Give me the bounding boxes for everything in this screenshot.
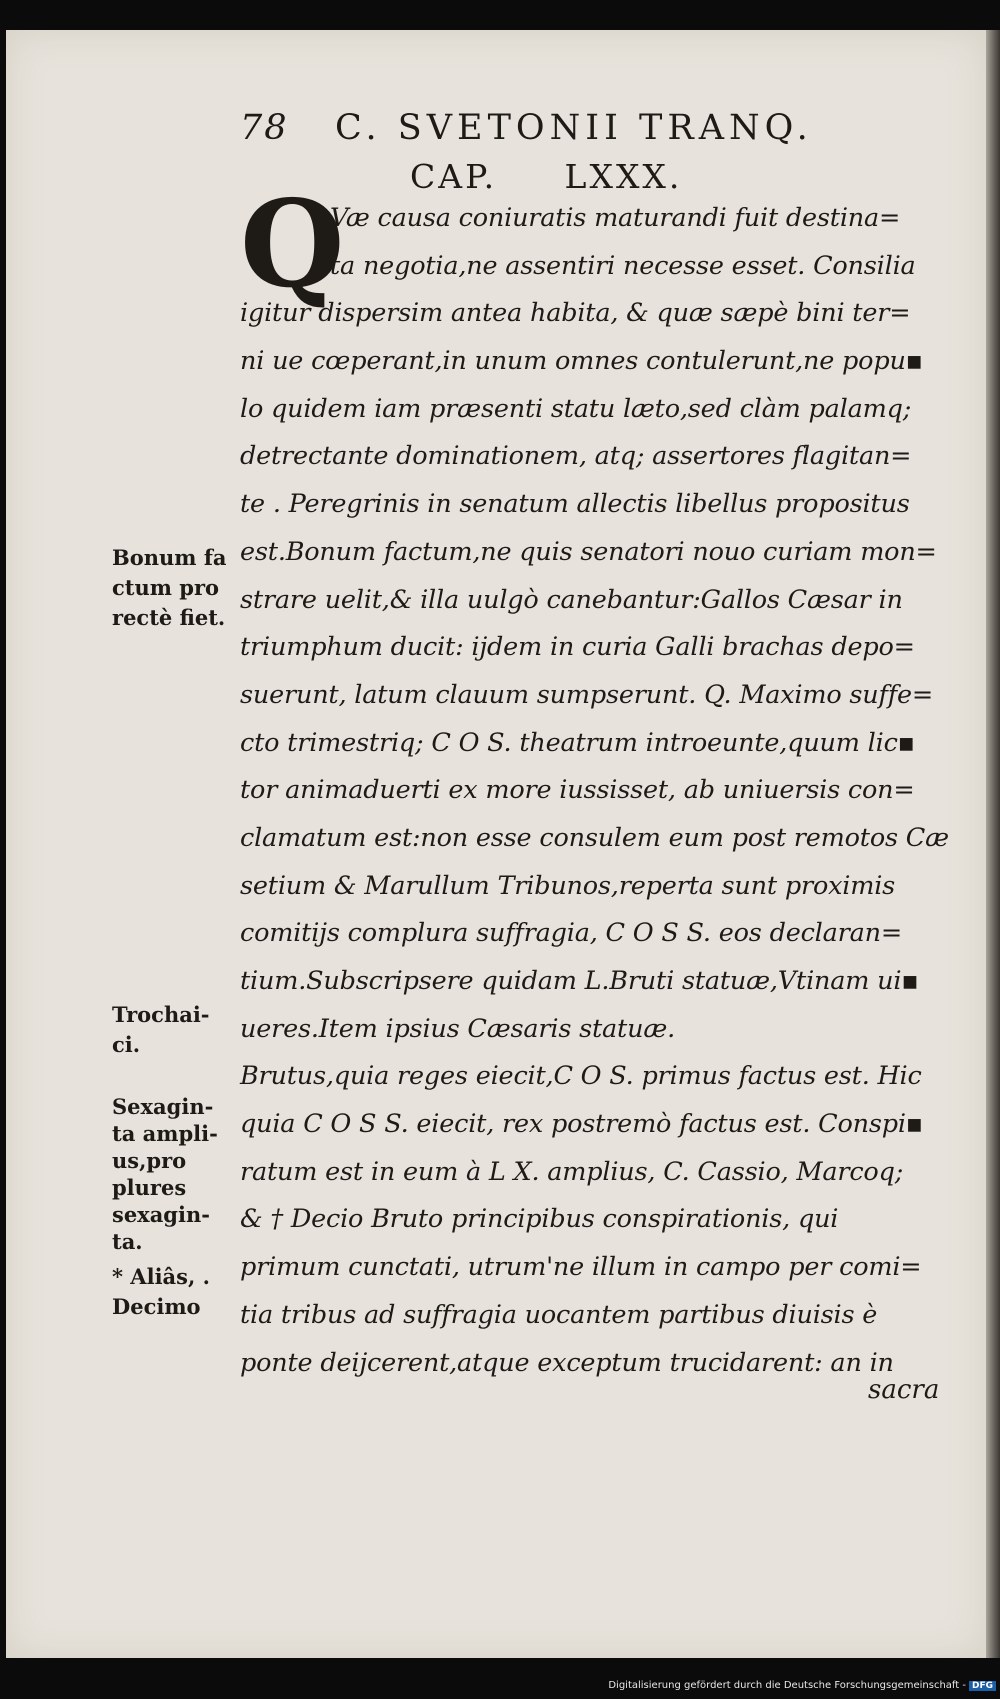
text-line: quia C O S S. eiecit, rex postremò factus est. Conspi▪ (240, 1109, 923, 1140)
marginal-line: * Aliâs, . (112, 1264, 210, 1289)
marginal-note-sexaginta (112, 1093, 232, 1255)
page-number: 78 (240, 108, 289, 148)
chapter-heading: CAP. LXXX. (410, 157, 683, 196)
marginal-line: ta ampli- (112, 1121, 218, 1146)
footer-credit-text: Digitalisierung gefördert durch die Deutsche Forschungsgemeinschaft - (608, 1680, 966, 1691)
text-line: tium.Subscripsere quidam L.Bruti statuæ,Vtinam ui▪ (240, 966, 919, 996)
text-line: primum cunctati, utrum'ne illum in campo per comi= (240, 1252, 922, 1283)
marginal-line: ctum pro (112, 575, 220, 600)
marginal-line: sexagin- (112, 1202, 210, 1227)
text-line: strare uelit,& illa uulgò canebantur:Gallos Cæsar in (240, 584, 903, 615)
footer-credit (0, 1680, 996, 1691)
marginal-line: Trochai- (112, 1002, 210, 1027)
text-line: Væ causa coniuratis maturandi fuit destina= (330, 203, 901, 233)
marginal-line: us,pro (112, 1148, 187, 1173)
text-line: detrectante dominationem, atq; assertores flagitan= (240, 441, 912, 472)
marginal-line: Bonum fa (112, 545, 227, 570)
text-line: setium & Marullum Tribunos,reperta sunt proximis (240, 870, 896, 901)
dfg-logo-icon: DFG (969, 1681, 996, 1691)
catchword: sacra (868, 1375, 940, 1405)
text-line: lo quidem iam præsenti statu læto,sed clàm palamq; (240, 393, 912, 424)
marginal-line: ta. (112, 1229, 143, 1254)
text-line: igitur dispersim antea habita, & quæ sæpè bini ter= (240, 298, 911, 329)
marginal-line: Decimo (112, 1294, 201, 1319)
book-edge (986, 30, 1000, 1658)
text-line: ueres.Item ipsius Cæsaris statuæ. (240, 1013, 676, 1044)
marginal-line: plures (112, 1175, 187, 1200)
marginal-note-trochaici (112, 1000, 232, 1060)
text-line: & † Decio Bruto principibus conspirationis, qui (240, 1204, 839, 1235)
marginal-line: Sexagin- (112, 1094, 214, 1119)
text-line: ponte deijcerent,atque exceptum trucidarent: an in (240, 1347, 894, 1378)
text-line: Brutus,quia reges eiecit,C O S. primus factus est. Hic (240, 1061, 922, 1092)
text-line: te . Peregrinis in senatum allectis libellus propositus (240, 489, 910, 520)
text-line: comitijs complura suffragia, C O S S. eos declaran= (240, 918, 903, 949)
running-head: C. SVETONII TRANQ. (335, 108, 813, 148)
text-line: clamatum est:non esse consulem eum post remotos Cæ (240, 822, 949, 853)
marginal-line: ci. (112, 1032, 141, 1057)
marginal-note-bonum-factum (112, 543, 232, 633)
page-header (240, 108, 880, 158)
text-line: ta negotia,ne assentiri necesse esset. Consilia (330, 250, 916, 281)
text-line: ratum est in eum à L X. amplius, C. Cassio, Marcoq; (240, 1156, 904, 1187)
text-line: est.Bonum factum,ne quis senatori nouo curiam mon= (240, 536, 937, 567)
text-line: suerunt, latum clauum sumpserunt. Q. Maximo suffe= (240, 679, 934, 710)
text-line: tor animaduerti ex more iussisset, ab uniuersis con= (240, 775, 915, 806)
text-line: cto trimestriq; C O S. theatrum introeunte,quum lic▪ (240, 727, 915, 758)
book-page (6, 30, 986, 1658)
text-line: triumphum ducit: ijdem in curia Galli brachas depo= (240, 632, 915, 663)
text-line: ni ue cœperant,in unum omnes contulerunt,ne popu▪ (240, 346, 923, 377)
text-line: tia tribus ad suffragia uocantem partibus diuisis è (240, 1299, 878, 1330)
marginal-note-decimo (112, 1262, 232, 1322)
drop-cap: Q (240, 174, 345, 315)
marginal-line: rectè fiet. (112, 605, 226, 630)
